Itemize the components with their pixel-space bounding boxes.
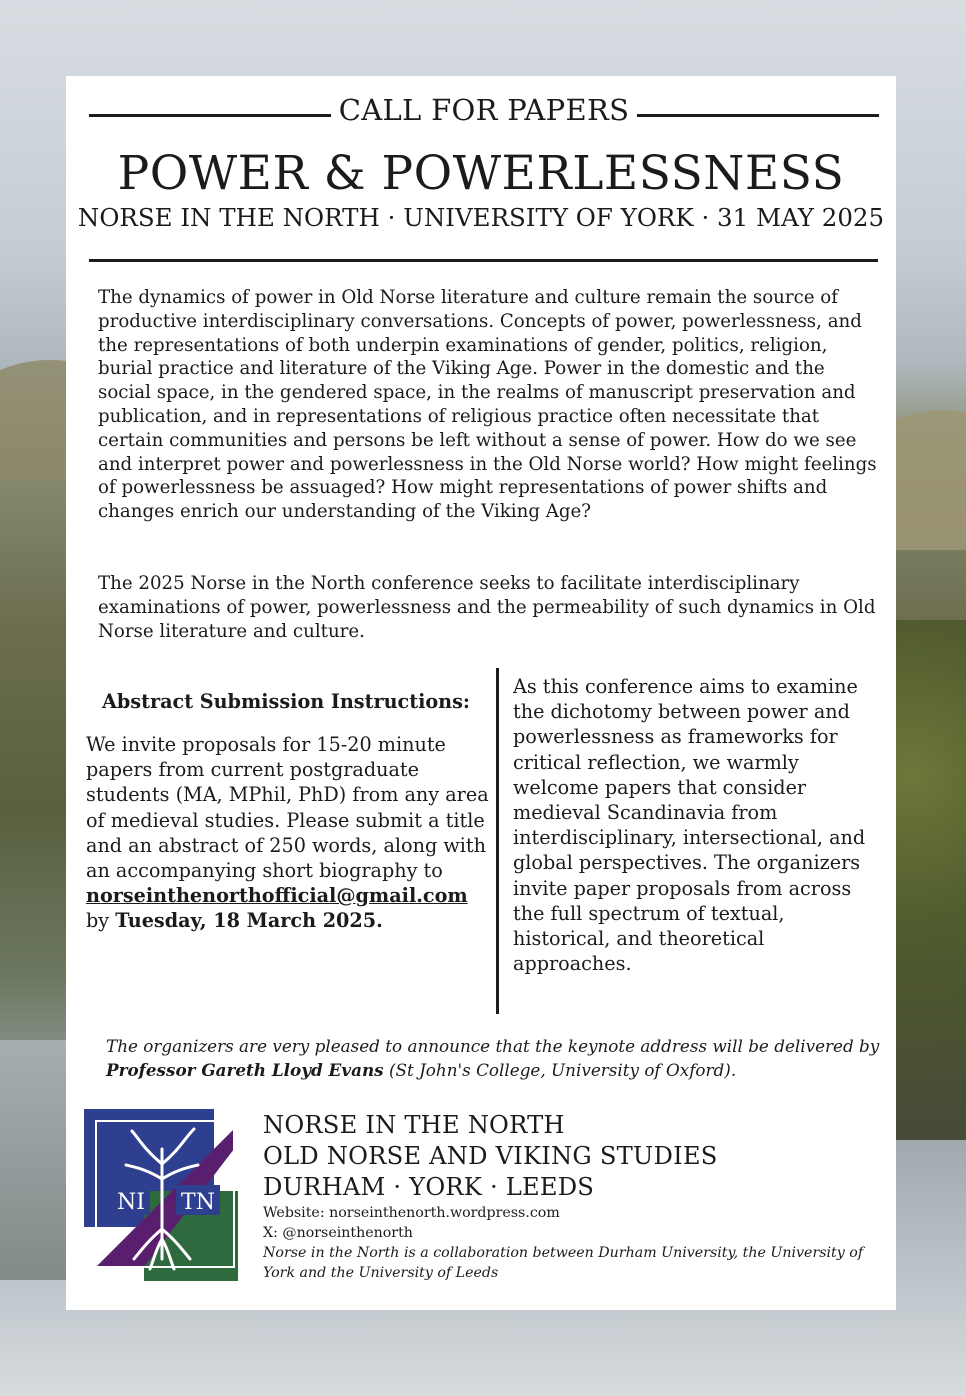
cfp-header bbox=[89, 93, 879, 127]
cfp-label: CALL FOR PAPERS bbox=[338, 93, 630, 127]
org-tagline: OLD NORSE AND VIKING STUDIES bbox=[263, 1142, 718, 1170]
intro-paragraph-2: The 2025 Norse in the North conference seeks to facilitate interdisciplinary examinations of power, powerlessness and the permeability of such dynamics in Old Norse literature and culture. bbox=[98, 573, 876, 642]
abstract-by: by bbox=[86, 909, 110, 933]
poster-subtitle: NORSE IN THE NORTH · UNIVERSITY OF YORK · 31 MAY 2025 bbox=[77, 203, 885, 232]
poster-card bbox=[66, 76, 896, 1310]
intro-paragraph-1: The dynamics of power in Old Norse literature and culture remain the source of productive interdisciplinary conversations. Concepts of power, powerlessness, and the representations of both underpin examinations of gender, politics, religion, burial practice and literature of the Viking Age. Power in the domestic and the social space, in the gendered space, in the realms of manuscript preservation and publication, and in representations of religious practice often necessitate that certain communities and persons be left without a sense of power. How do we see and interpret power and powerlessness in the Old Norse world? How might feelings of powerlessness be assuaged? How might representations of power shifts and changes enrich our understanding of the Viking Age? bbox=[98, 287, 877, 523]
org-universities: DURHAM · YORK · LEEDS bbox=[263, 1173, 595, 1201]
scope-paragraph: As this conference aims to examine the dichotomy between power and powerlessness as frameworks for critical reflection, we warmly welcome papers that consider medieval Scandinavia from interdisciplinary, intersectional, and global perspectives. The organizers invite paper proposals from across the full spectrum of textual, historical, and theoretical approaches. bbox=[513, 675, 866, 976]
logo-letters-left: NI bbox=[117, 1190, 145, 1215]
org-website[interactable]: Website: norseinthenorth.wordpress.com bbox=[263, 1205, 560, 1221]
keynote-announcement bbox=[106, 1034, 886, 1082]
cfp-divider-right bbox=[637, 114, 879, 117]
title-divider bbox=[89, 259, 878, 262]
nitn-logo bbox=[84, 1109, 240, 1282]
poster-title: POWER & POWERLESSNESS bbox=[117, 146, 845, 201]
abstract-deadline: Tuesday, 18 March 2025. bbox=[115, 909, 383, 933]
column-divider bbox=[496, 668, 499, 1014]
keynote-speaker: Professor Gareth Lloyd Evans bbox=[106, 1060, 384, 1080]
org-name: NORSE IN THE NORTH bbox=[263, 1111, 565, 1139]
org-x-handle[interactable]: X: @norseinthenorth bbox=[263, 1225, 413, 1241]
logo-letters-right: TN bbox=[181, 1190, 215, 1215]
keynote-affiliation: (St John's College, University of Oxford). bbox=[388, 1060, 737, 1080]
abstract-body-text: We invite proposals for 15-20 minute papers from current postgraduate students (MA, MPhil, PhD) from any area of medieval studies. Please submit a title and an abstract of 250 words, along with an accompanying short biography to bbox=[86, 733, 489, 883]
organization-block bbox=[263, 1110, 883, 1283]
submission-email-link[interactable]: norseinthenorthofficial@gmail.com bbox=[86, 884, 468, 908]
cfp-divider-left bbox=[89, 114, 331, 117]
keynote-intro: The organizers are very pleased to announce that the keynote address will be delivered by bbox=[106, 1036, 880, 1056]
abstract-heading: Abstract Submission Instructions: bbox=[102, 690, 470, 713]
abstract-instructions bbox=[86, 732, 494, 934]
org-collaboration-note: Norse in the North is a collaboration between Durham University, the University of York and the University of Leeds bbox=[263, 1245, 864, 1281]
